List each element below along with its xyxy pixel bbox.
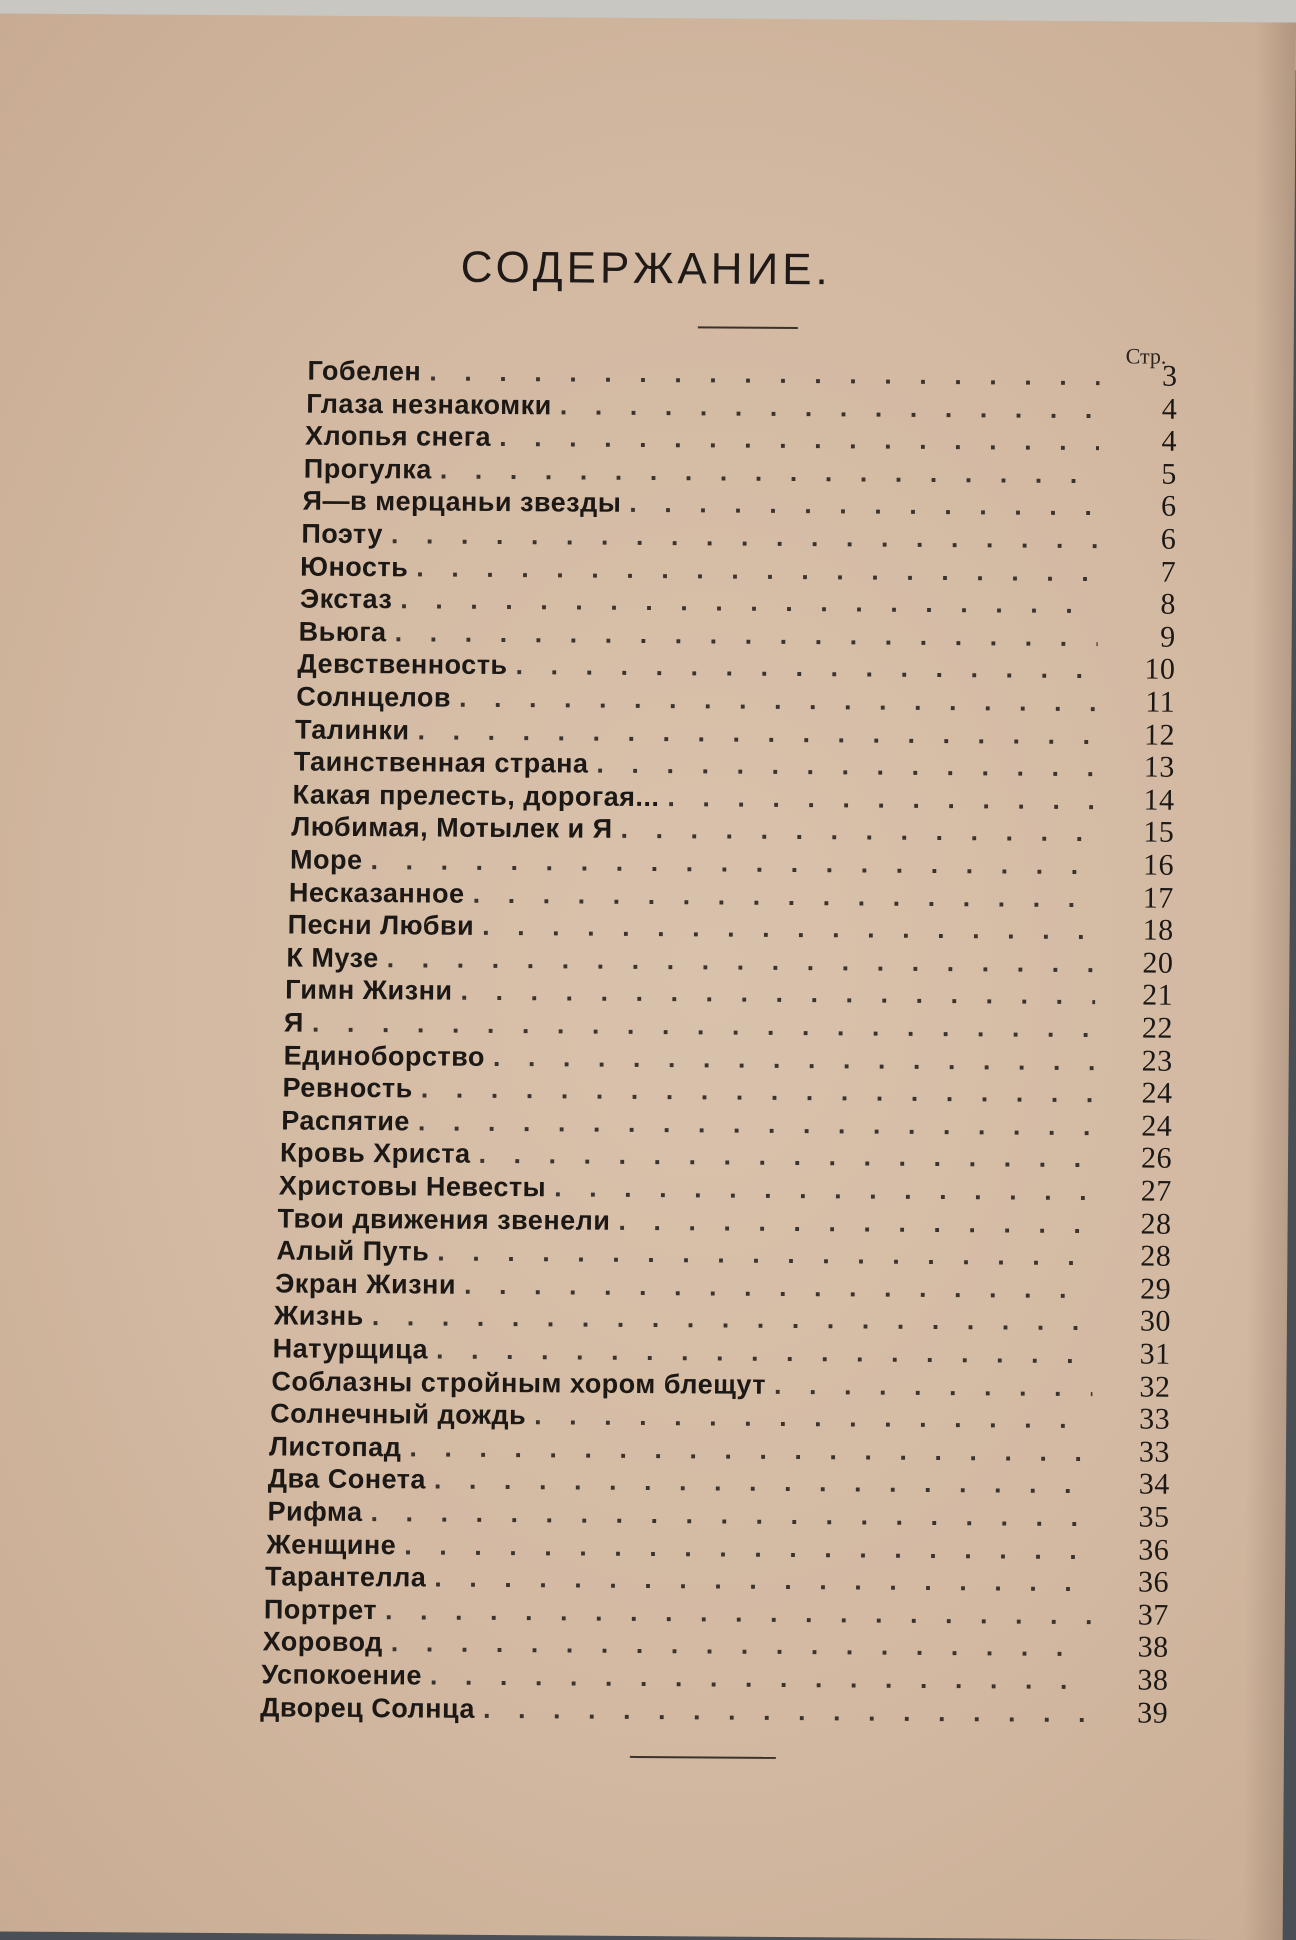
toc-entry — [276, 1233, 1171, 1271]
toc-entry — [300, 582, 1176, 620]
toc-entry-page: 16 — [1142, 848, 1175, 882]
toc-entry-page: 13 — [1143, 750, 1175, 784]
toc-entry-title: К Музе — [286, 942, 379, 974]
toc-entry-page: 7 — [1160, 555, 1177, 589]
toc-entry — [265, 1559, 1169, 1597]
toc-entry-title: Хлопья снега — [304, 420, 492, 452]
toc-entry-title: Успокоение — [261, 1659, 423, 1691]
toc-entry-page: 18 — [1142, 913, 1174, 947]
toc-entry-title: Христовы Невесты — [278, 1170, 547, 1203]
toc-entry-title: Гимн Жизни — [285, 974, 453, 1006]
toc-entry-page: 27 — [1140, 1174, 1172, 1208]
toc-entry-page: 20 — [1142, 946, 1174, 980]
toc-entry-page: 6 — [1160, 522, 1177, 556]
toc-entry — [284, 1005, 1173, 1043]
toc-entry-title: Прогулка — [303, 453, 432, 485]
book-page — [0, 13, 1296, 1940]
dot-leader — [421, 1073, 1095, 1109]
toc-entry-title: Алый Путь — [276, 1235, 430, 1267]
toc-entry-title: Ревность — [282, 1072, 413, 1104]
toc-entry-page: 38 — [1137, 1630, 1169, 1664]
toc-entry — [303, 484, 1177, 522]
dot-leader — [629, 488, 1098, 522]
toc-entry-title: Несказанное — [288, 877, 465, 909]
toc-entry-title: Девственность — [297, 648, 508, 681]
toc-entry-page: 39 — [1137, 1696, 1169, 1730]
toc-entry-page: 17 — [1142, 881, 1174, 915]
toc-entry-page: 33 — [1138, 1435, 1171, 1469]
toc-entry-title: Море — [290, 844, 363, 876]
dot-leader — [459, 683, 1097, 718]
title-rule — [698, 326, 798, 329]
toc-entry — [290, 843, 1174, 881]
toc-entry — [260, 1690, 1168, 1728]
toc-entry — [294, 745, 1175, 783]
toc-entry-title: Гобелен — [307, 355, 422, 387]
toc-entry-title: Какая прелесть, дорогая... — [292, 779, 660, 813]
toc-entry — [279, 1168, 1172, 1206]
toc-entry-page: 11 — [1145, 685, 1176, 719]
toc-entry-page: 5 — [1161, 457, 1177, 491]
dot-leader — [371, 845, 1097, 881]
toc-entry — [270, 1396, 1170, 1434]
toc-entry-title: Рифма — [267, 1496, 363, 1528]
toc-entry-page: 32 — [1139, 1370, 1171, 1404]
toc-entry — [288, 908, 1174, 946]
dot-leader — [370, 1497, 1091, 1533]
toc-entry-page: 30 — [1139, 1304, 1172, 1338]
toc-entry-page: 23 — [1141, 1044, 1173, 1078]
toc-entry-title: Песни Любви — [287, 909, 475, 941]
toc-entry-page: 31 — [1139, 1337, 1171, 1371]
toc-entry — [263, 1624, 1169, 1662]
dot-leader — [554, 1172, 1094, 1207]
toc-entry-title: Единоборство — [283, 1040, 486, 1072]
toc-entry-title: Я—в мерцаньи звезды — [302, 485, 622, 518]
toc-entry-page: 8 — [1160, 587, 1177, 621]
dot-leader — [667, 782, 1096, 816]
toc-entry-title: Таинственная страна — [293, 746, 589, 779]
toc-entry-title: Кровь Христа — [279, 1137, 471, 1169]
toc-entry-page: 14 — [1143, 783, 1175, 817]
toc-entry — [305, 419, 1177, 457]
toc-entry — [267, 1494, 1169, 1532]
toc-entry-page: 36 — [1138, 1533, 1170, 1567]
toc-entry-page: 24 — [1141, 1076, 1173, 1110]
toc-entry-title: Талинки — [294, 714, 410, 746]
dot-leader — [618, 1206, 1093, 1240]
toc-entry-page: 34 — [1138, 1467, 1170, 1501]
dot-leader — [483, 1694, 1090, 1729]
toc-entry-page: 24 — [1141, 1109, 1173, 1143]
toc-entry — [268, 1461, 1170, 1499]
dot-leader — [596, 749, 1097, 783]
dot-leader — [478, 1139, 1094, 1174]
toc-entry-page: 15 — [1143, 815, 1175, 849]
toc-entry-title: Глаза незнакомки — [306, 388, 552, 421]
toc-entry — [285, 972, 1173, 1010]
toc-entry-title: Экстаз — [299, 583, 393, 615]
toc-entry-title: Вьюга — [298, 616, 387, 648]
toc-entry-page: 37 — [1137, 1598, 1169, 1632]
toc-entry-title: Твои движения звенели — [277, 1203, 611, 1236]
toc-entry-title: Любимая, Мотылек и Я — [291, 811, 613, 844]
toc-entry-page: 10 — [1144, 652, 1176, 686]
toc-entry-title: Юность — [300, 551, 409, 583]
toc-entry-page: 28 — [1140, 1239, 1172, 1273]
toc-entry — [261, 1657, 1168, 1695]
toc-entry-title: Жизнь — [273, 1300, 364, 1332]
table-of-contents — [0, 351, 1294, 1730]
toc-entry — [297, 647, 1175, 685]
toc-entry-title: Солнцелов — [296, 681, 452, 713]
toc-entry — [280, 1135, 1172, 1173]
toc-entry-page: 35 — [1138, 1500, 1170, 1534]
toc-entry-page: 4 — [1161, 392, 1178, 426]
dot-leader — [515, 650, 1097, 685]
toc-entry-page: 6 — [1160, 489, 1177, 523]
toc-entry-page: 22 — [1141, 1011, 1174, 1045]
toc-entry — [291, 810, 1174, 848]
toc-entry-title: Женщине — [266, 1529, 397, 1561]
dot-leader — [499, 422, 1099, 457]
toc-entry-page: 3 — [1161, 359, 1178, 393]
dot-leader — [430, 1661, 1091, 1697]
toc-entry-page: 4 — [1161, 424, 1178, 458]
toc-entry-title: Портрет — [263, 1594, 378, 1626]
toc-entry — [282, 1070, 1172, 1108]
toc-entry — [296, 680, 1175, 718]
dot-leader — [434, 1465, 1092, 1501]
toc-entry-title: Натурщица — [272, 1333, 429, 1365]
toc-entry-title: Поэту — [301, 518, 384, 550]
toc-entry-page: 21 — [1142, 978, 1174, 1012]
toc-entry-title: Два Сонета — [267, 1463, 427, 1495]
toc-entry-title: Соблазны стройным хором блещут — [271, 1366, 767, 1400]
toc-entry-page: 38 — [1137, 1663, 1169, 1697]
toc-entry — [274, 1298, 1171, 1336]
dot-leader — [437, 1237, 1093, 1273]
toc-entry — [273, 1331, 1171, 1369]
toc-entry-title: Хоровод — [262, 1626, 383, 1658]
dot-leader — [434, 1563, 1091, 1599]
page-title: СОДЕРЖАНИЕ. — [460, 242, 832, 295]
toc-entry-page: 28 — [1140, 1207, 1172, 1241]
toc-entry-title: Листопад — [268, 1431, 402, 1463]
toc-entry-page: 33 — [1139, 1402, 1171, 1436]
toc-entry-page: 9 — [1160, 620, 1176, 654]
dot-leader — [372, 1301, 1093, 1337]
toc-entry-title: Экран Жизни — [275, 1268, 457, 1300]
toc-entry-page: 12 — [1143, 718, 1176, 752]
dot-leader — [391, 519, 1099, 555]
page-column-label: Стр. — [1125, 343, 1167, 369]
dot-leader — [620, 814, 1096, 848]
bottom-rule — [630, 1756, 776, 1759]
toc-entry-page: 26 — [1140, 1141, 1173, 1175]
toc-entry-title: Тарантелла — [265, 1561, 427, 1593]
toc-entry — [301, 517, 1176, 555]
page-edge-shadow — [1243, 22, 1296, 1940]
dot-leader — [391, 1627, 1091, 1663]
toc-entry-title: Распятие — [281, 1105, 410, 1137]
dot-leader — [400, 584, 1098, 620]
toc-entry-page: 29 — [1140, 1272, 1172, 1306]
dot-leader — [460, 976, 1095, 1011]
dot-leader — [560, 390, 1100, 425]
toc-entry-title: Солнечный дождь — [270, 1398, 527, 1431]
toc-entry-title: Я — [283, 1007, 304, 1038]
toc-entry-title: Дворец Солнца — [260, 1692, 476, 1724]
dot-leader — [482, 911, 1096, 946]
dot-leader — [774, 1370, 1093, 1403]
dot-leader — [429, 356, 1099, 392]
toc-entry — [307, 354, 1177, 392]
dot-leader — [436, 1335, 1093, 1371]
dot-leader — [534, 1400, 1092, 1435]
toc-entry-page: 36 — [1137, 1565, 1170, 1599]
